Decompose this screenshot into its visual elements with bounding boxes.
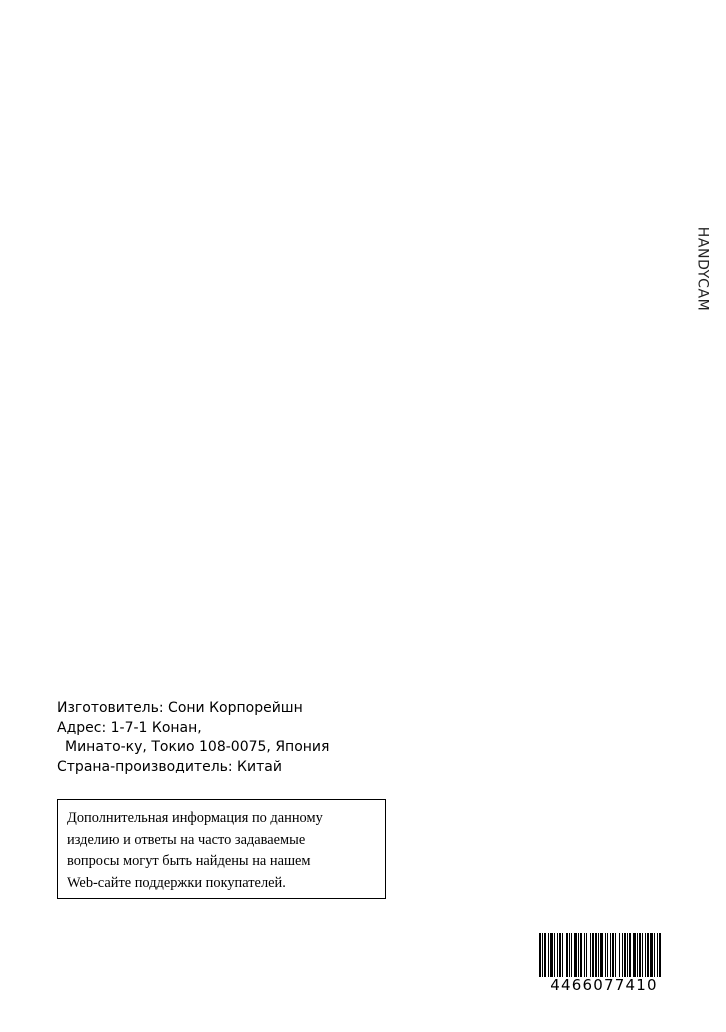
barcode-number: 4466077410 — [550, 976, 658, 994]
brand-logo — [690, 202, 714, 336]
barcode-bar — [607, 933, 608, 977]
barcode-bar — [578, 933, 579, 977]
barcode-bar — [645, 933, 646, 977]
barcode-bars — [539, 933, 669, 977]
barcode-bar — [586, 933, 587, 977]
manufacturer-address-line-1: Адрес: 1-7-1 Конан, — [57, 719, 202, 736]
barcode-bar — [557, 933, 558, 977]
barcode-bar — [642, 933, 643, 977]
barcode-bar — [574, 933, 577, 977]
manufacturer-info — [57, 699, 377, 777]
barcode-bar — [615, 933, 616, 977]
barcode-bar — [542, 933, 543, 977]
barcode-icon — [539, 933, 669, 977]
support-note-line-3: вопросы могут быть найдены на нашем — [67, 853, 311, 869]
barcode-bar — [554, 933, 555, 977]
barcode-bar — [619, 933, 620, 977]
barcode-bar — [657, 933, 658, 977]
barcode-bar — [539, 933, 541, 977]
manufacturer-country: Страна-производитель: Китай — [57, 758, 282, 775]
barcode-bar — [562, 933, 563, 977]
support-note-line-4: Web-сайте поддержки покупателей. — [67, 874, 286, 891]
barcode-bar — [627, 933, 628, 977]
support-note-box — [57, 799, 386, 899]
barcode-bar — [544, 933, 546, 977]
support-note-line-1: Дополнительная информация по данному — [67, 810, 323, 826]
barcode-bar — [612, 933, 614, 977]
barcode-bar — [633, 933, 636, 977]
barcode-bar — [559, 933, 561, 977]
support-note-line-2: изделию и ответы на часто задаваемые — [67, 831, 306, 848]
manufacturer-name: Изготовитель: Сони Корпорейшн — [57, 700, 303, 716]
manufacturer-address-line-2: Минато-ку, Токио 108-0075, Япония — [65, 739, 330, 755]
barcode-bar — [595, 933, 597, 977]
handycam-wordmark-icon: HANDYCAM — [694, 226, 710, 312]
barcode-bar — [629, 933, 631, 977]
barcode-bar — [580, 933, 582, 977]
barcode-bar — [598, 933, 599, 977]
barcode-bar — [550, 933, 553, 977]
barcode-bar — [605, 933, 606, 977]
barcode-bar — [566, 933, 568, 977]
barcode-bar — [569, 933, 570, 977]
barcode-bar — [592, 933, 594, 977]
barcode-bar — [571, 933, 572, 977]
barcode-bar — [639, 933, 641, 977]
barcode-bar — [622, 933, 623, 977]
barcode-bar — [659, 933, 661, 977]
barcode-bar — [624, 933, 626, 977]
barcode-bar — [650, 933, 653, 977]
barcode-bar — [610, 933, 611, 977]
barcode-bar — [590, 933, 591, 977]
barcode-bar — [584, 933, 585, 977]
barcode-bar — [548, 933, 549, 977]
barcode-bar — [600, 933, 603, 977]
barcode-bar — [654, 933, 655, 977]
barcode-bar — [647, 933, 649, 977]
barcode-bar — [637, 933, 638, 977]
